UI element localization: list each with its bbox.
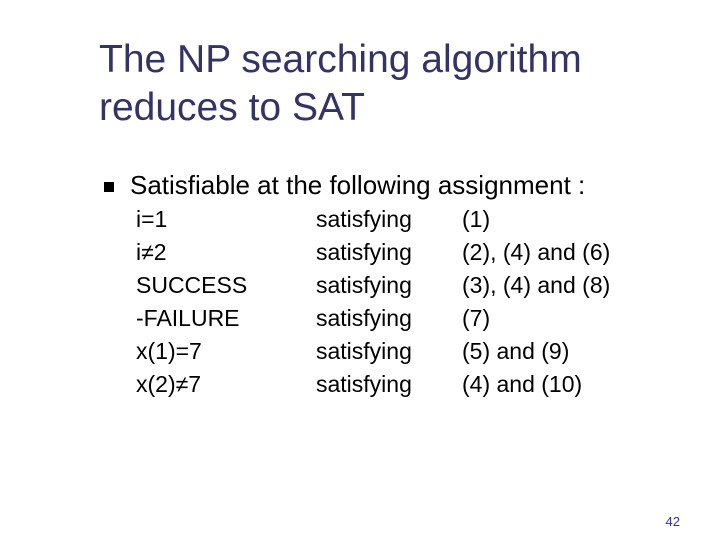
square-bullet-icon [104, 182, 114, 192]
assignment-condition: i=1 [136, 206, 168, 232]
assignment-table [136, 203, 696, 401]
assignment-condition: SUCCESS [136, 272, 248, 298]
assignment-verb: satisfying [316, 371, 412, 397]
assignment-condition: x(2)≠7 [136, 371, 202, 397]
assignment-row [136, 203, 696, 236]
bullet-text: Satisfiable at the following assignment : [130, 170, 586, 200]
assignment-condition: x(1)=7 [136, 338, 202, 364]
assignment-clauses: (4) and (10) [462, 371, 583, 397]
assignment-verb: satisfying [316, 338, 412, 364]
assignment-row [136, 302, 696, 335]
assignment-condition: -FAILURE [136, 305, 240, 331]
assignment-verb: satisfying [316, 206, 412, 232]
assignment-clauses: (5) and (9) [462, 338, 570, 364]
assignment-condition: i≠2 [136, 239, 167, 265]
assignment-clauses: (2), (4) and (6) [462, 239, 611, 265]
bullet-item [104, 167, 704, 203]
assignment-row [136, 335, 696, 368]
assignment-verb: satisfying [316, 272, 412, 298]
assignment-verb: satisfying [316, 305, 412, 331]
title-line-1: The NP searching algorithm [99, 38, 582, 81]
title-line-2: reduces to SAT [99, 86, 365, 129]
assignment-clauses: (1) [462, 206, 491, 232]
assignment-clauses: (3), (4) and (8) [462, 272, 611, 298]
assignment-row [136, 269, 696, 302]
assignment-verb: satisfying [316, 239, 412, 265]
slide-title [99, 36, 699, 132]
assignment-row [136, 236, 696, 269]
page-number: 42 [665, 514, 680, 529]
assignment-row [136, 368, 696, 401]
assignment-clauses: (7) [462, 305, 491, 331]
